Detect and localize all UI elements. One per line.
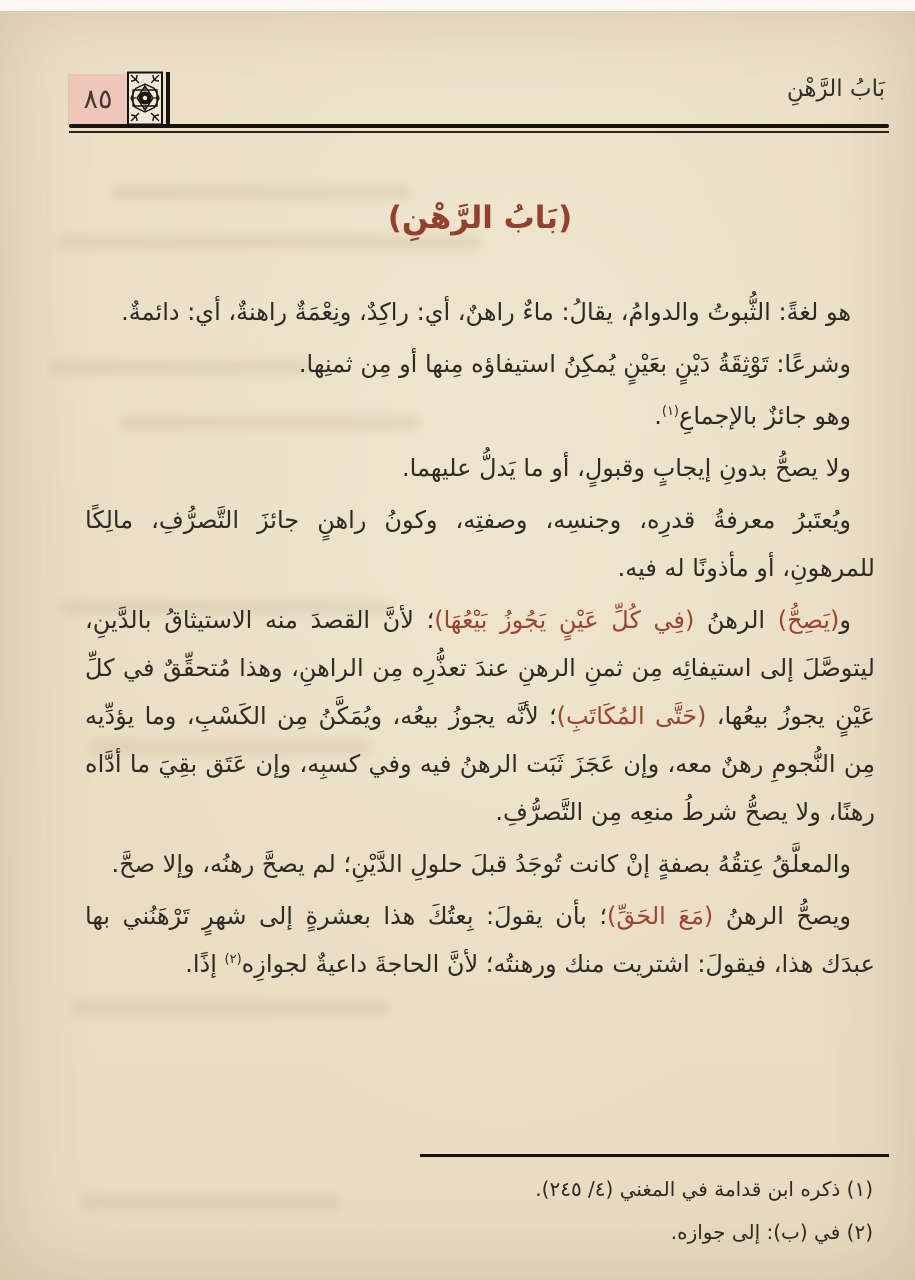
- header-rule-thin: [69, 131, 889, 133]
- body-run: الرهنُ: [694, 606, 778, 634]
- matn-emphasis: (حَتَّى المُكَاتَبِ): [556, 702, 707, 730]
- matn-emphasis: (مَعَ الحَقِّ): [606, 902, 714, 930]
- header-divider-bar: [166, 72, 170, 125]
- body-text: [85, 288, 875, 992]
- ornament-star-icon: [127, 71, 163, 126]
- footnote: (١) ذكره ابن قدامة في المغني (٤/ ٢٤٥).: [535, 1177, 873, 1201]
- body-paragraph: [85, 596, 875, 836]
- body-run: ويصحُّ الرهنُ: [713, 902, 851, 930]
- matn-emphasis: (يَصِحُّ): [777, 606, 840, 634]
- header-rule-thick: [69, 124, 889, 128]
- footnote-marker: (٢): [224, 952, 242, 967]
- body-paragraph: [85, 340, 875, 388]
- matn-emphasis: (فِي كُلِّ عَيْنٍ يَجُوزُ بَيْعُهَا): [434, 606, 695, 634]
- running-header-title: بَابُ الرَّهْنِ: [786, 76, 885, 102]
- body-run: وهو جائزٌ بالإجماعِ: [679, 402, 851, 430]
- body-run: وشرعًا: تَوْثِقَةُ دَيْنٍ بعَيْنٍ يُمكِنُ استيفاؤه مِنها أو مِن ثمنِها.: [298, 350, 851, 378]
- body-paragraph: [85, 392, 875, 440]
- body-run: .: [654, 402, 662, 430]
- body-run: إذًا.: [185, 950, 225, 978]
- footnote-marker: (١): [661, 404, 679, 419]
- body-run: ولا يصحُّ بدونِ إيجابٍ وقبولٍ، أو ما يَدلُّ عليهما.: [402, 454, 851, 482]
- page-number: ٨٥: [83, 84, 113, 115]
- footnotes: [85, 1168, 873, 1254]
- page-number-badge: [69, 75, 127, 124]
- body-paragraph: [85, 496, 875, 592]
- body-paragraph: [85, 444, 875, 492]
- body-run: والمعلَّقُ عِتقُهُ بصفةٍ إنْ كانت تُوجَدُ قبلَ حلولِ الدَّيْنِ؛ لم يصحَّ رهنُه، وإلا صحَّ.: [111, 850, 851, 878]
- footnote-separator: [420, 1154, 889, 1157]
- body-run: هو لغةً: الثُّبوتُ والدوامُ، يقالُ: ماءٌ راهنٌ، أي: راكِدٌ، ونِعْمَةٌ راهنةٌ، أي: دائمةٌ.: [121, 298, 851, 326]
- body-run: ويُعتَبرُ معرفةُ قدرِه، وجنسِه، وصفتِه، وكونُ راهنٍ جائزَ التَّصرُّفِ، مالِكًا للمرهونِ، أو مأذونًا له فيه.: [85, 506, 875, 582]
- body-paragraph: [85, 892, 875, 988]
- scan-edge: [0, 0, 915, 12]
- footnote: (٢) في (ب): إلى جوازه.: [670, 1220, 873, 1244]
- body-paragraph: [85, 840, 875, 888]
- body-run: ؛ لأنَّ القصدَ منه الاستيثاقُ بالدَّينِ، ليتوصَّلَ إلى استيفائِه مِن ثمنِ الرهنِ عندَ تعذُّرِه مِن الراهنِ، وهذا مُتحقِّقٌ في كلِّ عَيْنٍ يجوزُ بيعُها،: [85, 606, 876, 730]
- body-run: ؛ بأن يقولَ: بِعتُكَ هذا بعشرةٍ إلى شهرٍ تَرْهَنُني بها عبدَك هذا، فيقولَ: اشتريت منك ورهنتُه؛ لأنَّ الحاجةَ داعيةٌ لجوازِه: [85, 902, 875, 978]
- body-paragraph: [85, 288, 875, 336]
- chapter-title: (بَابُ الرَّهْنِ): [387, 200, 573, 236]
- body-run: و: [839, 606, 852, 634]
- body-run: ؛ لأنَّه يجوزُ بيعُه، ويُمَكَّنُ مِن الكَسْبِ، وما يؤدِّيه مِن النُّجومِ رهنٌ معه، وإن عَجَزَ ثَبَت الرهنُ فيه وفي كسبِه، وإن عَتَق بقِيَ ما أدَّاه رهنًا، ولا يصحُّ شرطُ منعِه مِن التَّصرُّفِ.: [85, 702, 875, 826]
